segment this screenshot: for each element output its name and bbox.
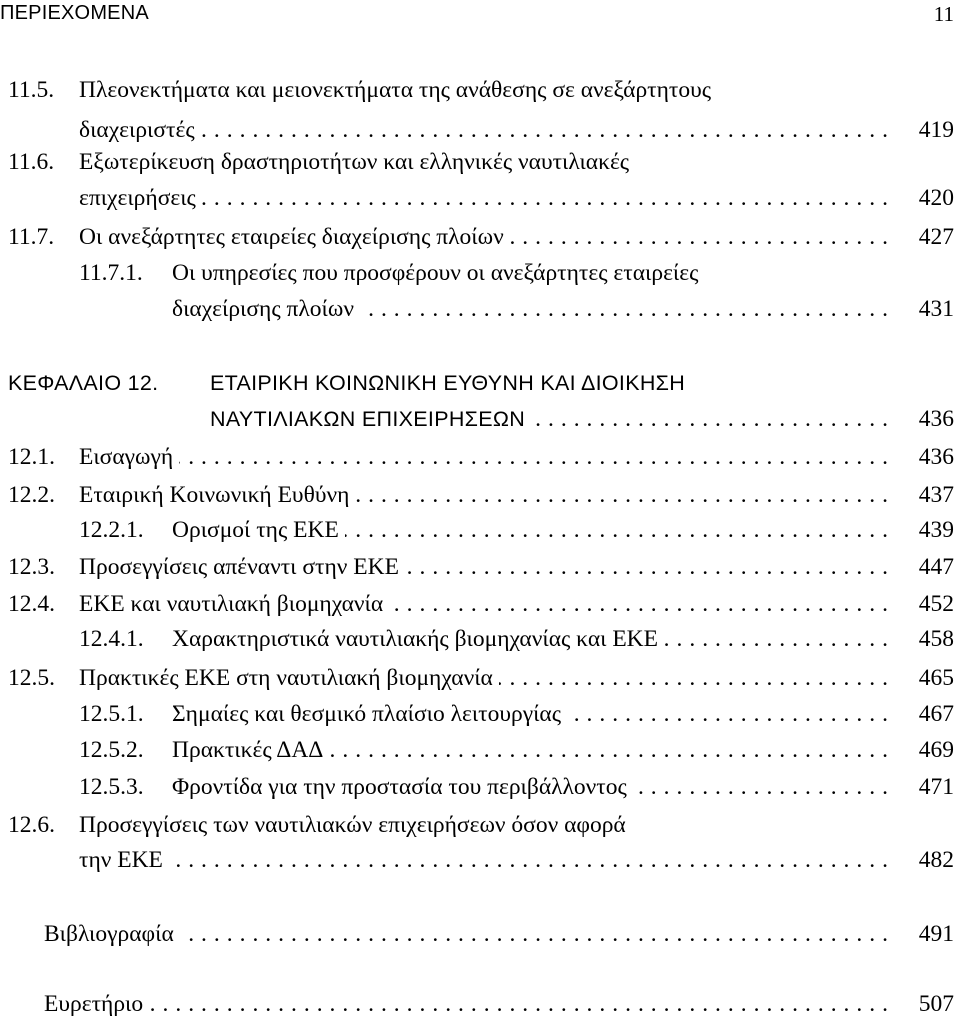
toc-entry-title: Οι ανεξάρτητες εταιρείες διαχείρισης πλοίων [79, 224, 504, 250]
page-header [0, 0, 960, 30]
toc-entry-title: Πλεονεκτήματα και μειονεκτήματα της ανάθεσης σε ανεξάρτητους [79, 77, 712, 103]
toc-entry-title: την ΕΚΕ [79, 847, 163, 873]
toc-chapter-entry[interactable] [210, 402, 956, 436]
toc-entry[interactable] [8, 808, 956, 842]
toc-entry[interactable] [79, 113, 956, 147]
toc-entry[interactable] [79, 256, 956, 290]
toc-entry[interactable] [79, 697, 956, 731]
toc-entry-number: 12.1. [8, 444, 55, 470]
toc-entry[interactable] [79, 181, 956, 215]
toc-entry-title: Σημαίες και θεσμικό πλαίσιο λειτουργίας [172, 701, 562, 727]
dot-leader [360, 292, 888, 326]
dot-leader [169, 843, 888, 877]
toc-entry-page: 507 [918, 991, 954, 1017]
toc-entry-page: 469 [918, 737, 954, 763]
toc-entry[interactable] [8, 220, 956, 254]
toc-chapter-entry[interactable] [8, 366, 956, 400]
dot-leader [149, 987, 888, 1021]
toc-entry-number: 12.2. [8, 482, 55, 508]
toc-entry[interactable] [8, 73, 956, 107]
toc-entry-number: 11.6. [8, 149, 55, 175]
toc-entry-index[interactable] [44, 987, 956, 1021]
toc-entry-title: Προσεγγίσεις απέναντι στην ΕΚΕ [79, 554, 399, 580]
header-page-number: 11 [933, 2, 954, 26]
toc-entry-page: 439 [918, 517, 954, 543]
toc-entry-page: 420 [918, 185, 954, 211]
toc-entry[interactable] [79, 622, 956, 656]
dot-leader [179, 440, 888, 474]
toc-entry-title: Πρακτικές ΔΑΔ [172, 737, 324, 763]
toc-entry-number: 12.3. [8, 554, 55, 580]
dot-leader [664, 622, 888, 656]
toc-entry[interactable] [8, 661, 956, 695]
toc-entry[interactable] [79, 513, 956, 547]
dot-leader [201, 113, 888, 147]
toc-entry-page: 436 [918, 444, 954, 470]
toc-entry-page: 452 [918, 591, 954, 617]
toc-entry-bibliography[interactable] [44, 917, 956, 951]
toc-entry-title: Φροντίδα για την προστασία του περιβάλλοντος [172, 774, 627, 800]
toc-entry-title: ΕΚΕ και ναυτιλιακή βιομηχανία [79, 591, 384, 617]
toc-entry-title: Οι υπηρεσίες που προσφέρουν οι ανεξάρτητες εταιρείες [172, 260, 699, 286]
dot-leader [405, 550, 888, 584]
toc-entry-number: 12.5. [8, 665, 55, 691]
dot-leader [567, 697, 888, 731]
dot-leader [499, 661, 888, 695]
dot-leader [633, 770, 888, 804]
dot-leader [531, 402, 888, 436]
toc-entry-title: Χαρακτηριστικά ναυτιλιακής βιομηχανίας και ΕΚΕ [172, 626, 659, 652]
chapter-title: ΝΑΥΤΙΛΙΑΚΩΝ ΕΠΙΧΕΙΡΗΣΕΩΝ [210, 407, 526, 431]
toc-entry-page: 447 [918, 554, 954, 580]
toc-entry[interactable] [79, 770, 956, 804]
toc-entry[interactable] [8, 550, 956, 584]
toc-entry-title: Βιβλιογραφία [44, 921, 174, 947]
dot-leader [180, 917, 888, 951]
toc-entry-title: Προσεγγίσεις των ναυτιλιακών επιχειρήσεων όσον αφορά [79, 812, 626, 838]
toc-entry[interactable] [8, 478, 956, 512]
toc-entry-title: Πρακτικές ΕΚΕ στη ναυτιλιακή βιομηχανία [79, 665, 493, 691]
toc-entry-title: Ορισμοί της ΕΚΕ [172, 517, 339, 543]
toc-entry-page: 458 [918, 626, 954, 652]
chapter-title: ΕΤΑΙΡΙΚΗ ΚΟΙΝΩΝΙΚΗ ΕΥΘΥΝΗ ΚΑΙ ΔΙΟΙΚΗΣΗ [210, 371, 686, 395]
toc-entry-number: 11.7. [8, 224, 55, 250]
toc-entry-number: 12.6. [8, 812, 55, 838]
dot-leader [389, 587, 888, 621]
dot-leader [355, 478, 888, 512]
toc-entry-title: Εξωτερίκευση δραστηριοτήτων και ελληνικές ναυτιλιακές [79, 149, 630, 175]
toc-entry-page: 471 [918, 774, 954, 800]
toc-entry[interactable] [172, 292, 956, 326]
toc-entry-page: 419 [918, 117, 954, 143]
chapter-label: ΚΕΦΑΛΑΙΟ 12. [8, 371, 159, 395]
running-header-title: ΠΕΡΙΕΧΟΜΕΝΑ [0, 2, 149, 24]
toc-entry[interactable] [8, 440, 956, 474]
toc-entry[interactable] [79, 843, 956, 877]
toc-entry-title: διαχείρισης πλοίων [172, 296, 354, 322]
dot-leader [329, 733, 888, 767]
toc-entry[interactable] [8, 587, 956, 621]
toc-entry-page: 465 [918, 665, 954, 691]
toc-entry-number: 12.5.3. [79, 774, 144, 800]
toc-entry-number: 11.7.1. [79, 260, 143, 286]
toc-entry-page: 431 [918, 296, 954, 322]
toc-entry-title: Εισαγωγή [79, 444, 174, 470]
toc-entry[interactable] [8, 145, 956, 179]
toc-entry-title: επιχειρήσεις [79, 185, 196, 211]
toc-entry[interactable] [79, 733, 956, 767]
dot-leader [345, 513, 888, 547]
dot-leader [202, 181, 888, 215]
toc-entry-page: 467 [918, 701, 954, 727]
toc-entry-page: 437 [918, 482, 954, 508]
toc-entry-title: διαχειριστές [79, 117, 195, 143]
toc-entry-page: 427 [918, 224, 954, 250]
toc-entry-number: 12.2.1. [79, 517, 144, 543]
toc-entry-page: 436 [918, 406, 954, 432]
toc-entry-number: 12.4. [8, 591, 55, 617]
dot-leader [510, 220, 888, 254]
toc-entry-number: 12.4.1. [79, 626, 144, 652]
toc-entry-page: 491 [918, 921, 954, 947]
toc-entry-number: 12.5.2. [79, 737, 144, 763]
toc-entry-title: Ευρετήριο [44, 991, 144, 1017]
toc-entry-number: 11.5. [8, 77, 55, 103]
toc-entry-number: 12.5.1. [79, 701, 144, 727]
toc-entry-title: Εταιρική Κοινωνική Ευθύνη [79, 482, 350, 508]
toc-entry-page: 482 [918, 847, 954, 873]
